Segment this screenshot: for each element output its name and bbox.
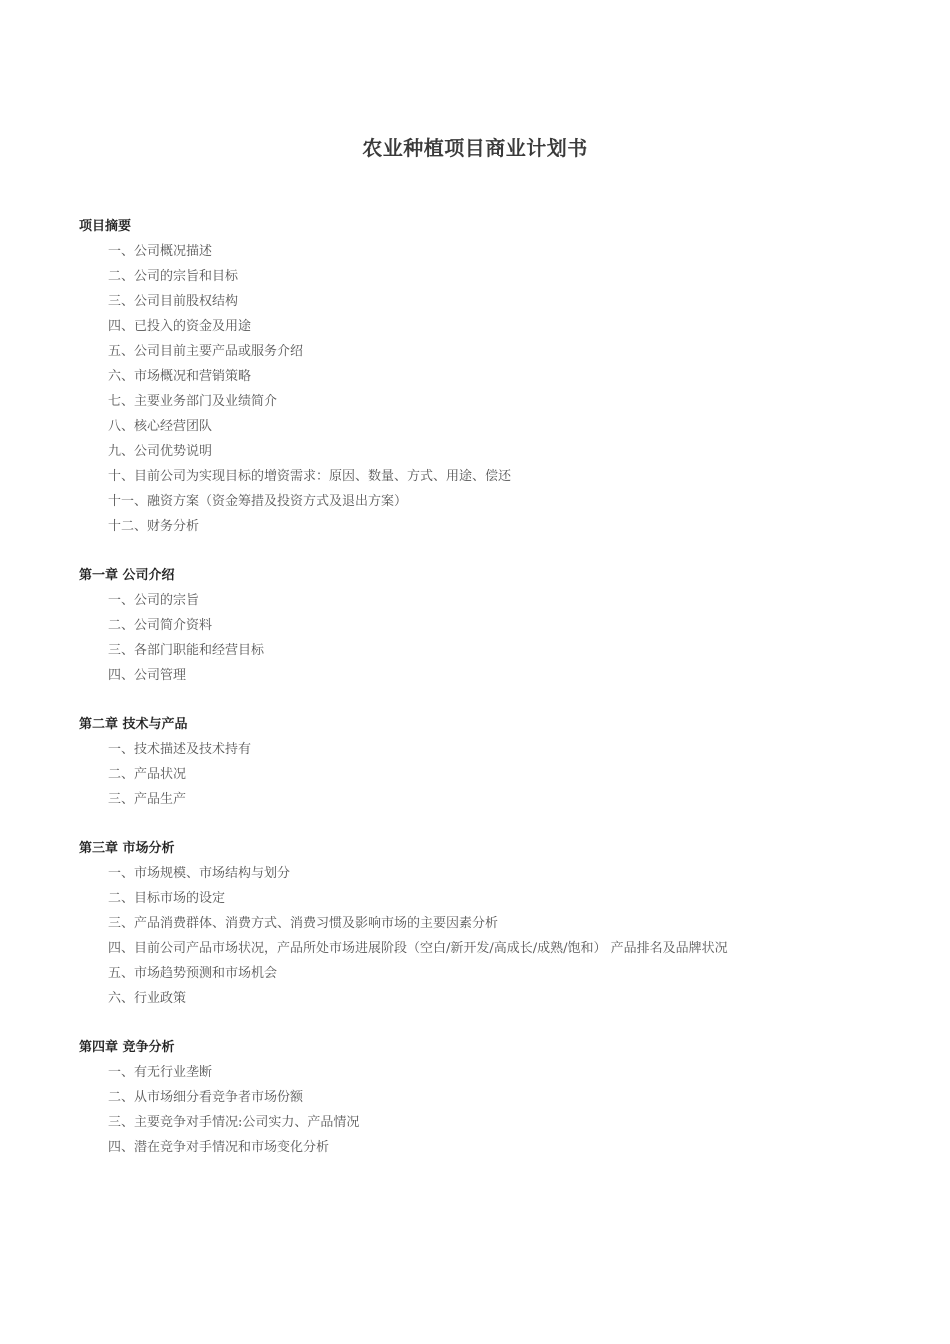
- list-item: 十二、财务分析: [108, 519, 200, 534]
- list-item: 九、公司优势说明: [108, 444, 213, 459]
- section-chapter-4: [79, 1035, 899, 1160]
- list-item: 四、目前公司产品市场状况，产品所处市场进展阶段（空白/新开发/高成长/成熟/饱和） 产品排名及品牌状况: [108, 941, 728, 956]
- list-item: 三、主要竞争对手情况:公司实力、产品情况: [108, 1115, 360, 1130]
- list-item: 三、产品消费群体、消费方式、消费习惯及影响市场的主要因素分析: [108, 916, 499, 931]
- list-item: 十、目前公司为实现目标的增资需求：原因、数量、方式、用途、偿还: [108, 469, 512, 484]
- list-item: 五、市场趋势预测和市场机会: [108, 966, 278, 981]
- list-item: 二、从市场细分看竞争者市场份额: [108, 1090, 304, 1105]
- section-heading: 项目摘要: [79, 219, 132, 234]
- section-chapter-2: [79, 712, 899, 812]
- list-item: 三、产品生产: [108, 792, 187, 807]
- section-heading: 第一章 公司介绍: [79, 568, 175, 583]
- document-title: 农业种植项目商业计划书: [362, 136, 588, 160]
- table-of-contents: [79, 214, 899, 1184]
- list-item: 一、市场规模、市场结构与划分: [108, 866, 291, 881]
- list-item: 六、市场概况和营销策略: [108, 369, 252, 384]
- section-heading: 第二章 技术与产品: [79, 717, 188, 732]
- list-item: 五、公司目前主要产品或服务介绍: [108, 344, 304, 359]
- list-item: 三、公司目前股权结构: [108, 294, 239, 309]
- section-summary: [79, 214, 899, 539]
- section-chapter-1: [79, 563, 899, 688]
- list-item: 二、产品状况: [108, 767, 187, 782]
- list-item: 二、公司的宗旨和目标: [108, 269, 239, 284]
- list-item: 四、潜在竞争对手情况和市场变化分析: [108, 1140, 330, 1155]
- list-item: 四、公司管理: [108, 668, 187, 683]
- list-item: 一、公司的宗旨: [108, 593, 200, 608]
- list-item: 二、公司简介资料: [108, 618, 213, 633]
- list-item: 四、已投入的资金及用途: [108, 319, 252, 334]
- list-item: 十一、融资方案（资金筹措及投资方式及退出方案）: [108, 494, 408, 509]
- list-item: 八、核心经营团队: [108, 419, 213, 434]
- list-item: 三、各部门职能和经营目标: [108, 643, 265, 658]
- section-heading: 第三章 市场分析: [79, 841, 175, 856]
- list-item: 六、行业政策: [108, 991, 187, 1006]
- list-item: 一、有无行业垄断: [108, 1065, 213, 1080]
- section-chapter-3: [79, 836, 899, 1011]
- list-item: 一、技术描述及技术持有: [108, 742, 252, 757]
- list-item: 二、目标市场的设定: [108, 891, 226, 906]
- list-item: 一、公司概况描述: [108, 244, 213, 259]
- section-heading: 第四章 竞争分析: [79, 1040, 175, 1055]
- list-item: 七、主要业务部门及业绩简介: [108, 394, 278, 409]
